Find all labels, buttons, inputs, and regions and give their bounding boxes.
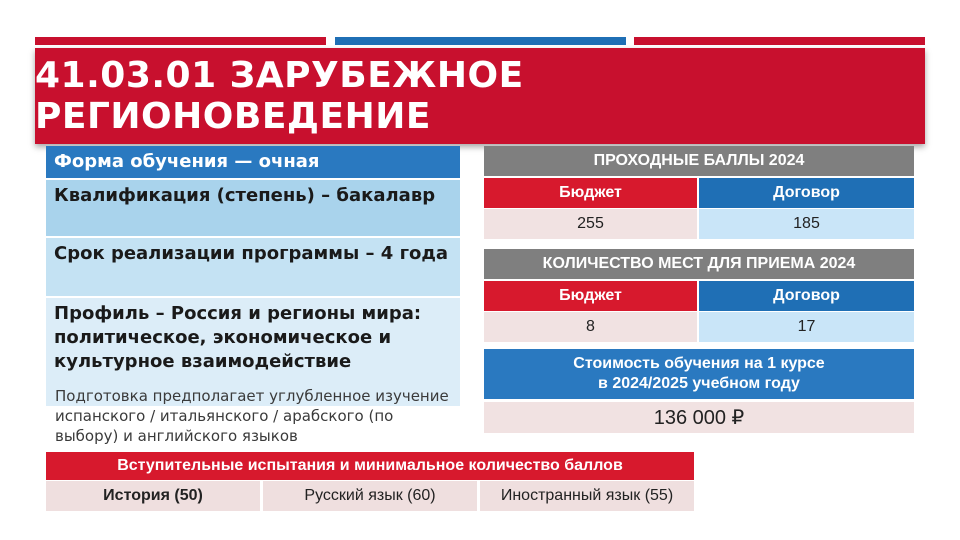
places-contract-value: 17 bbox=[699, 312, 914, 342]
passing-contract-value: 185 bbox=[699, 209, 914, 239]
exam-foreign-language: Иностранный язык (55) bbox=[480, 481, 694, 511]
language-note: Подготовка предполагает углубленное изучение испанского / итальянского / арабского (по выбору) и английского языков bbox=[55, 387, 449, 445]
passing-contract-label: Договор bbox=[699, 178, 914, 208]
exam-russian: Русский язык (60) bbox=[263, 481, 477, 511]
program-duration: Срок реализации программы – 4 года bbox=[46, 238, 460, 296]
places-header: КОЛИЧЕСТВО МЕСТ ДЛЯ ПРИЕМА 2024 bbox=[484, 249, 914, 279]
cost-line-1: Стоимость обучения на 1 курсе bbox=[573, 355, 825, 372]
cost-value: 136 000 ₽ bbox=[484, 402, 914, 433]
page-title: 41.03.01 ЗАРУБЕЖНОЕ РЕГИОНОВЕДЕНИЕ bbox=[35, 55, 524, 137]
places-contract-label: Договор bbox=[699, 281, 914, 311]
top-strip-right bbox=[634, 37, 925, 45]
title-banner bbox=[35, 48, 925, 144]
places-budget-label: Бюджет bbox=[484, 281, 697, 311]
study-form: Форма обучения — очная bbox=[46, 146, 460, 178]
exams-header: Вступительные испытания и минимальное количество баллов bbox=[46, 452, 694, 480]
passing-scores-header: ПРОХОДНЫЕ БАЛЛЫ 2024 bbox=[484, 146, 914, 176]
passing-budget-value: 255 bbox=[484, 209, 697, 239]
places-budget-value: 8 bbox=[484, 312, 697, 342]
qualification: Квалификация (степень) – бакалавр bbox=[46, 180, 460, 236]
top-strip-left bbox=[35, 37, 326, 45]
cost-line-2: в 2024/2025 учебном году bbox=[598, 375, 800, 392]
program-profile: Профиль – Россия и регионы мира: политическое, экономическое и культурное взаимодействие bbox=[46, 298, 460, 406]
top-strip-middle bbox=[335, 37, 626, 45]
passing-budget-label: Бюджет bbox=[484, 178, 697, 208]
exam-history: История (50) bbox=[46, 481, 260, 511]
cost-header bbox=[484, 349, 914, 399]
